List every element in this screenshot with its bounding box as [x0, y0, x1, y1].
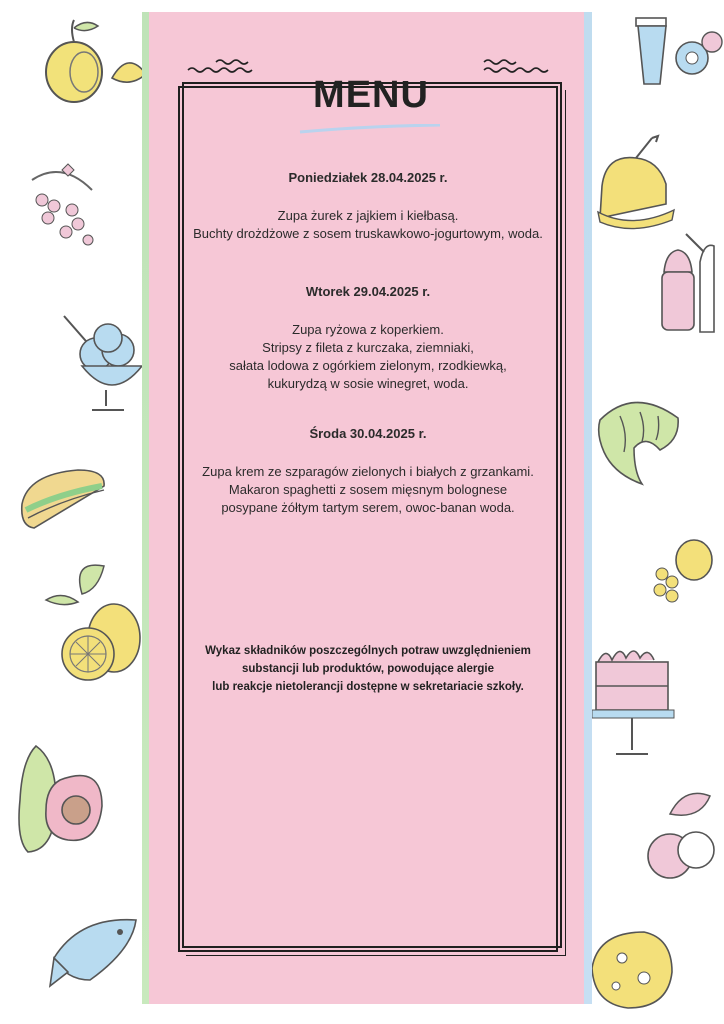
day-dishes [178, 207, 558, 243]
day-section-wednesday [178, 426, 558, 517]
avocado-icon [16, 740, 106, 860]
fruit-bunch-icon [650, 534, 716, 610]
day-heading: Poniedziałek 28.04.2025 r. [288, 170, 448, 185]
day-heading: Środa 30.04.2025 r. [309, 426, 427, 441]
plum-icon [644, 790, 718, 886]
allergy-line: substancji lub produktów, powodujące alergie [242, 663, 494, 675]
lemon-icon [42, 560, 142, 684]
allergy-line: Wykaz składników poszczególnych potraw uwzględnieniem [205, 645, 531, 657]
dish-line: sałata lodowa z ogórkiem zielonym, rzodkiewką, [229, 358, 507, 373]
cake-icon [592, 640, 678, 766]
day-heading: Wtorek 29.04.2025 r. [305, 284, 431, 299]
salt-shaker-icon [656, 232, 718, 348]
roast-chicken-icon [596, 134, 676, 230]
croissant-icon [594, 390, 684, 488]
day-dishes [178, 321, 558, 393]
dish-line: Zupa żurek z jajkiem i kiełbasą. [277, 208, 459, 223]
left-stripe [142, 12, 149, 1004]
dish-line: Stripsy z fileta z kurczaka, ziemniaki, [262, 340, 474, 355]
dish-line: Zupa krem ze szparagów zielonych i białych z grzankami. [202, 464, 534, 479]
menu-title: MENU [313, 74, 429, 116]
dish-line: Buchty drożdżowe z sosem truskawkowo-jogurtowym, woda. [193, 226, 543, 241]
cheese-icon [588, 928, 676, 1010]
ice-cream-bowl-icon [62, 314, 144, 418]
title-underline [298, 124, 442, 134]
grapes-icon [22, 160, 102, 260]
day-dishes [178, 463, 558, 517]
dish-line: posypane żółtym tartym serem, owoc-banan woda. [221, 500, 515, 515]
right-stripe [584, 12, 592, 1004]
fish-icon [50, 910, 142, 990]
dish-line: kukurydzą w sosie winegret, woda. [267, 376, 469, 391]
dish-line: Makaron spaghetti z sosem mięsnym bolognese [228, 482, 508, 497]
allergy-note [178, 642, 558, 696]
dish-line: Zupa ryżowa z koperkiem. [292, 322, 444, 337]
allergy-line: lub reakcje nietolerancji dostępne w sekretariacie szkoły. [212, 681, 524, 693]
day-section-tuesday [178, 284, 558, 393]
sandwich-icon [18, 464, 110, 534]
day-section-monday [178, 170, 558, 243]
